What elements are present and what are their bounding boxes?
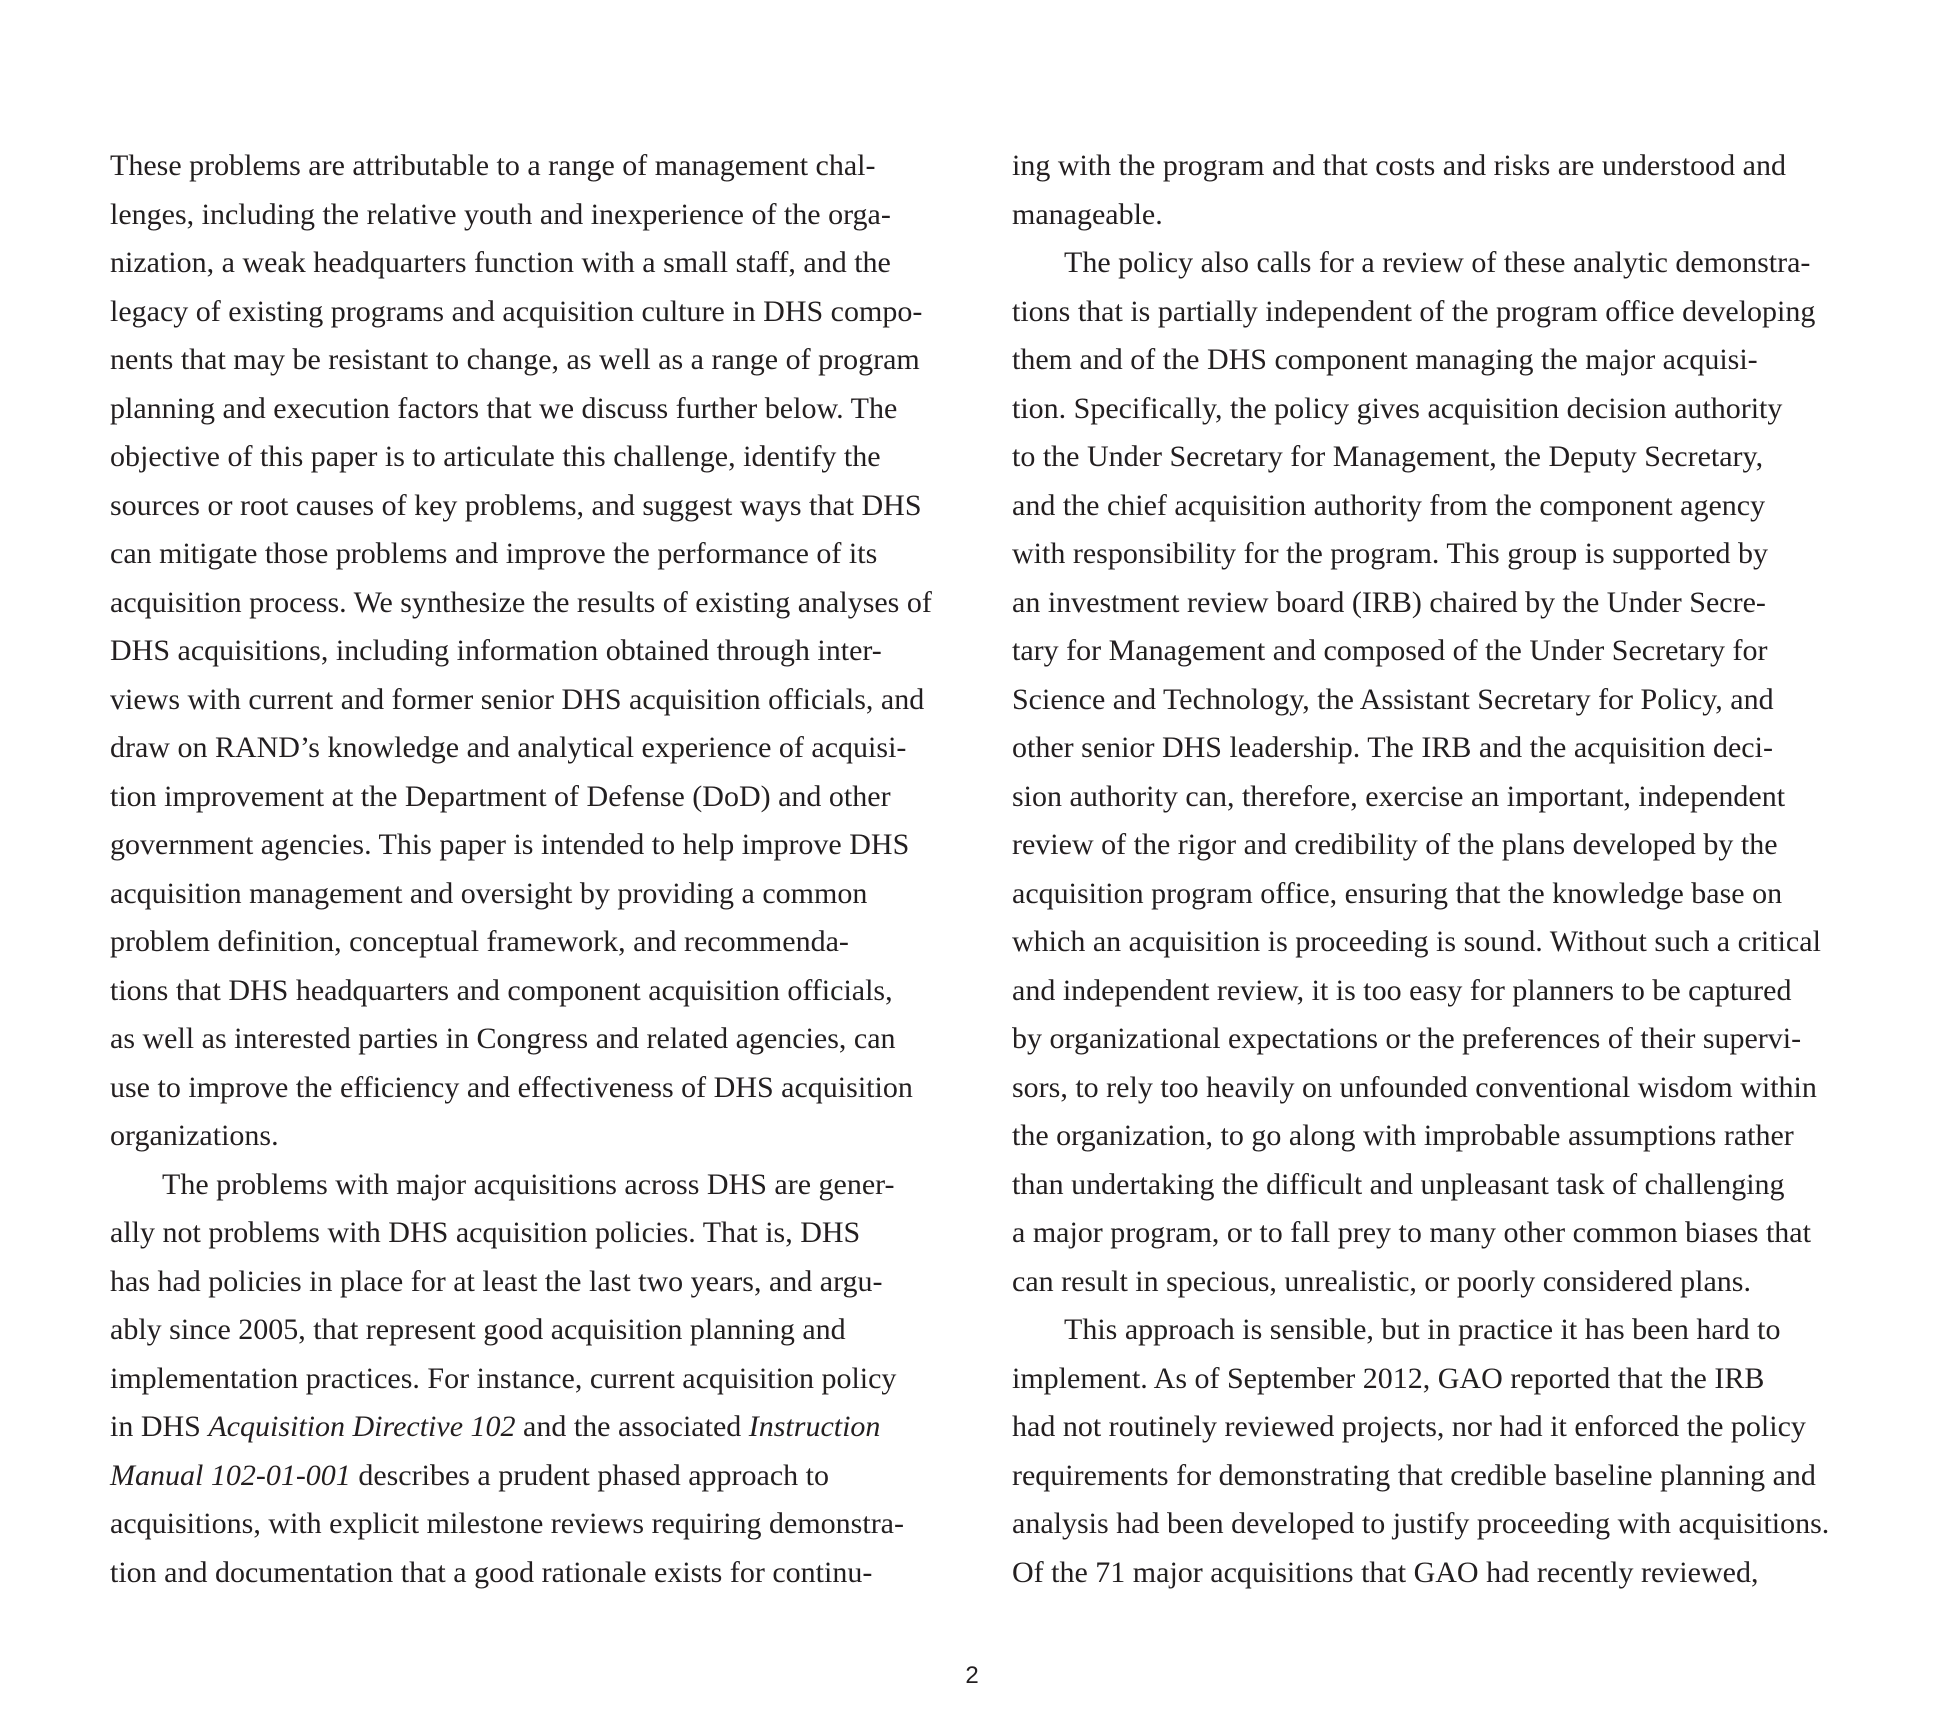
text-line (1012, 142, 1854, 191)
text-line (110, 821, 952, 870)
text-segment: tions that is partially independent of the program office developing (1012, 294, 1816, 328)
right-text-column (1012, 142, 1854, 1597)
text-line (110, 482, 952, 531)
text-line (1012, 1355, 1854, 1404)
text-segment: nents that may be resistant to change, as well as a range of program (110, 343, 920, 376)
text-line (1012, 1549, 1854, 1598)
text-line (1012, 1452, 1854, 1501)
text-segment: and the associated (515, 1410, 749, 1443)
text-line (110, 336, 952, 385)
text-segment: manageable. (1012, 197, 1163, 231)
text-segment: analysis had been developed to justify proceeding with acquisitions. (1012, 1507, 1830, 1540)
italic-title: Acquisition Directive 102 (208, 1410, 516, 1443)
text-line (110, 967, 952, 1016)
text-line (1012, 1500, 1854, 1549)
text-segment: acquisitions, with explicit milestone reviews requiring demonstra- (110, 1507, 904, 1540)
text-segment: objective of this paper is to articulate this challenge, identify the (110, 440, 881, 473)
text-segment: This approach is sensible, but in practice it has been hard to (1064, 1313, 1781, 1346)
text-line (1012, 433, 1854, 482)
text-line (110, 724, 952, 773)
text-line (1012, 870, 1854, 919)
text-segment: draw on RAND’s knowledge and analytical experience of acquisi- (110, 731, 907, 764)
text-line (110, 1015, 952, 1064)
text-segment: tion improvement at the Department of Defense (DoD) and other (110, 779, 891, 813)
text-line (1012, 191, 1854, 240)
text-line (1012, 288, 1854, 337)
text-segment: acquisition process. We synthesize the results of existing analyses of (110, 585, 932, 619)
text-segment: other senior DHS leadership. The IRB and the acquisition deci- (1012, 731, 1773, 764)
text-line (110, 918, 952, 967)
text-line (110, 627, 952, 676)
text-line (110, 1452, 952, 1501)
text-segment: the organization, to go along with improbable assumptions rather (1012, 1119, 1794, 1152)
text-segment: review of the rigor and credibility of the plans developed by the (1012, 828, 1778, 861)
text-segment: sion authority can, therefore, exercise an important, independent (1012, 779, 1786, 813)
text-segment: government agencies. This paper is intended to help improve DHS (110, 828, 910, 861)
text-line (110, 1355, 952, 1404)
text-line (1012, 627, 1854, 676)
text-segment: The policy also calls for a review of these analytic demonstra- (1064, 246, 1811, 279)
text-line (1012, 239, 1854, 288)
text-segment: an investment review board (IRB) chaired by the Under Secre- (1012, 585, 1766, 619)
text-segment: implementation practices. For instance, current acquisition policy (110, 1361, 897, 1395)
text-segment: tion. Specifically, the policy gives acquisition decision authority (1012, 391, 1783, 425)
text-line (110, 142, 952, 191)
text-segment: a major program, or to fall prey to many other common biases that (1012, 1216, 1811, 1249)
text-segment: which an acquisition is proceeding is sound. Without such a critical (1012, 925, 1821, 958)
text-segment: views with current and former senior DHS acquisition officials, and (110, 682, 925, 716)
text-segment: problem definition, conceptual framework, and recommenda- (110, 925, 849, 958)
text-segment: to the Under Secretary for Management, the Deputy Secretary, (1012, 440, 1764, 473)
text-segment: them and of the DHS component managing the major acquisi- (1012, 343, 1758, 376)
text-segment: acquisition program office, ensuring that the knowledge base on (1012, 876, 1783, 910)
text-segment: has had policies in place for at least the last two years, and argu- (110, 1264, 883, 1298)
text-line (1012, 676, 1854, 725)
text-segment: legacy of existing programs and acquisition culture in DHS compo- (110, 294, 923, 328)
text-segment: tary for Management and composed of the Under Secretary for (1012, 634, 1768, 667)
text-line (110, 1549, 952, 1598)
italic-title: Manual 102-01-001 (110, 1458, 351, 1492)
text-line (110, 773, 952, 822)
text-segment: sors, to rely too heavily on unfounded conventional wisdom within (1012, 1070, 1817, 1104)
text-segment: The problems with major acquisitions across DHS are gener- (162, 1167, 895, 1201)
text-line (1012, 385, 1854, 434)
text-segment: These problems are attributable to a range of management chal- (110, 149, 876, 182)
text-line (110, 1500, 952, 1549)
page-number: 2 (965, 1662, 979, 1689)
text-line (1012, 1258, 1854, 1307)
text-segment: lenges, including the relative youth and inexperience of the orga- (110, 197, 891, 231)
text-line (110, 191, 952, 240)
text-segment: than undertaking the difficult and unpleasant task of challenging (1012, 1167, 1785, 1201)
text-segment: acquisition management and oversight by providing a common (110, 876, 868, 910)
text-line (1012, 821, 1854, 870)
text-line (1012, 1064, 1854, 1113)
text-line (110, 530, 952, 579)
text-line (110, 1064, 952, 1113)
text-segment: describes a prudent phased approach to (350, 1458, 829, 1492)
text-segment: ing with the program and that costs and risks are understood and (1012, 149, 1786, 182)
text-segment: requirements for demonstrating that credible baseline planning and (1012, 1458, 1816, 1492)
text-line (1012, 918, 1854, 967)
text-line (110, 579, 952, 628)
text-segment: tion and documentation that a good rationale exists for continu- (110, 1555, 873, 1589)
text-segment: ably since 2005, that represent good acquisition planning and (110, 1313, 846, 1346)
text-segment: Science and Technology, the Assistant Secretary for Policy, and (1012, 682, 1774, 716)
text-line (1012, 1161, 1854, 1210)
text-segment: with responsibility for the program. This group is supported by (1012, 537, 1769, 570)
text-line (110, 288, 952, 337)
text-segment: ally not problems with DHS acquisition policies. That is, DHS (110, 1216, 861, 1249)
text-line (1012, 482, 1854, 531)
text-segment: and the chief acquisition authority from the component agency (1012, 488, 1766, 522)
text-segment: organizations. (110, 1119, 279, 1152)
text-line (1012, 1306, 1854, 1355)
text-line (110, 1258, 952, 1307)
text-segment: planning and execution factors that we discuss further below. The (110, 391, 898, 425)
text-segment: nization, a weak headquarters function with a small staff, and the (110, 246, 891, 279)
text-segment: DHS acquisitions, including information obtained through inter- (110, 634, 882, 667)
text-line (1012, 1112, 1854, 1161)
text-line (110, 433, 952, 482)
text-line (1012, 724, 1854, 773)
text-segment: had not routinely reviewed projects, nor had it enforced the policy (1012, 1410, 1806, 1443)
text-line (1012, 530, 1854, 579)
text-line (110, 676, 952, 725)
text-segment: as well as interested parties in Congress and related agencies, can (110, 1022, 896, 1055)
text-segment: can result in specious, unrealistic, or poorly considered plans. (1012, 1264, 1751, 1298)
text-line (1012, 336, 1854, 385)
text-line (110, 1161, 952, 1210)
text-line (110, 385, 952, 434)
text-segment: tions that DHS headquarters and component acquisition officials, (110, 973, 893, 1007)
text-line (1012, 773, 1854, 822)
text-line (1012, 1403, 1854, 1452)
text-line (1012, 1015, 1854, 1064)
text-segment: and independent review, it is too easy for planners to be captured (1012, 973, 1792, 1007)
text-segment: by organizational expectations or the preferences of their supervi- (1012, 1022, 1802, 1055)
text-segment: Of the 71 major acquisitions that GAO had recently reviewed, (1012, 1555, 1759, 1589)
text-segment: sources or root causes of key problems, and suggest ways that DHS (110, 488, 922, 522)
text-line (1012, 967, 1854, 1016)
text-line (110, 870, 952, 919)
italic-title: Instruction (748, 1410, 881, 1443)
text-segment: can mitigate those problems and improve the performance of its (110, 537, 878, 570)
text-line (1012, 579, 1854, 628)
text-segment: implement. As of September 2012, GAO reported that the IRB (1012, 1361, 1765, 1395)
text-line (110, 1209, 952, 1258)
left-text-column (110, 142, 952, 1597)
text-segment: use to improve the efficiency and effectiveness of DHS acquisition (110, 1070, 913, 1104)
text-line (110, 239, 952, 288)
text-line (110, 1306, 952, 1355)
text-line (1012, 1209, 1854, 1258)
text-line (110, 1112, 952, 1161)
text-line (110, 1403, 952, 1452)
text-segment: in DHS (110, 1410, 209, 1443)
